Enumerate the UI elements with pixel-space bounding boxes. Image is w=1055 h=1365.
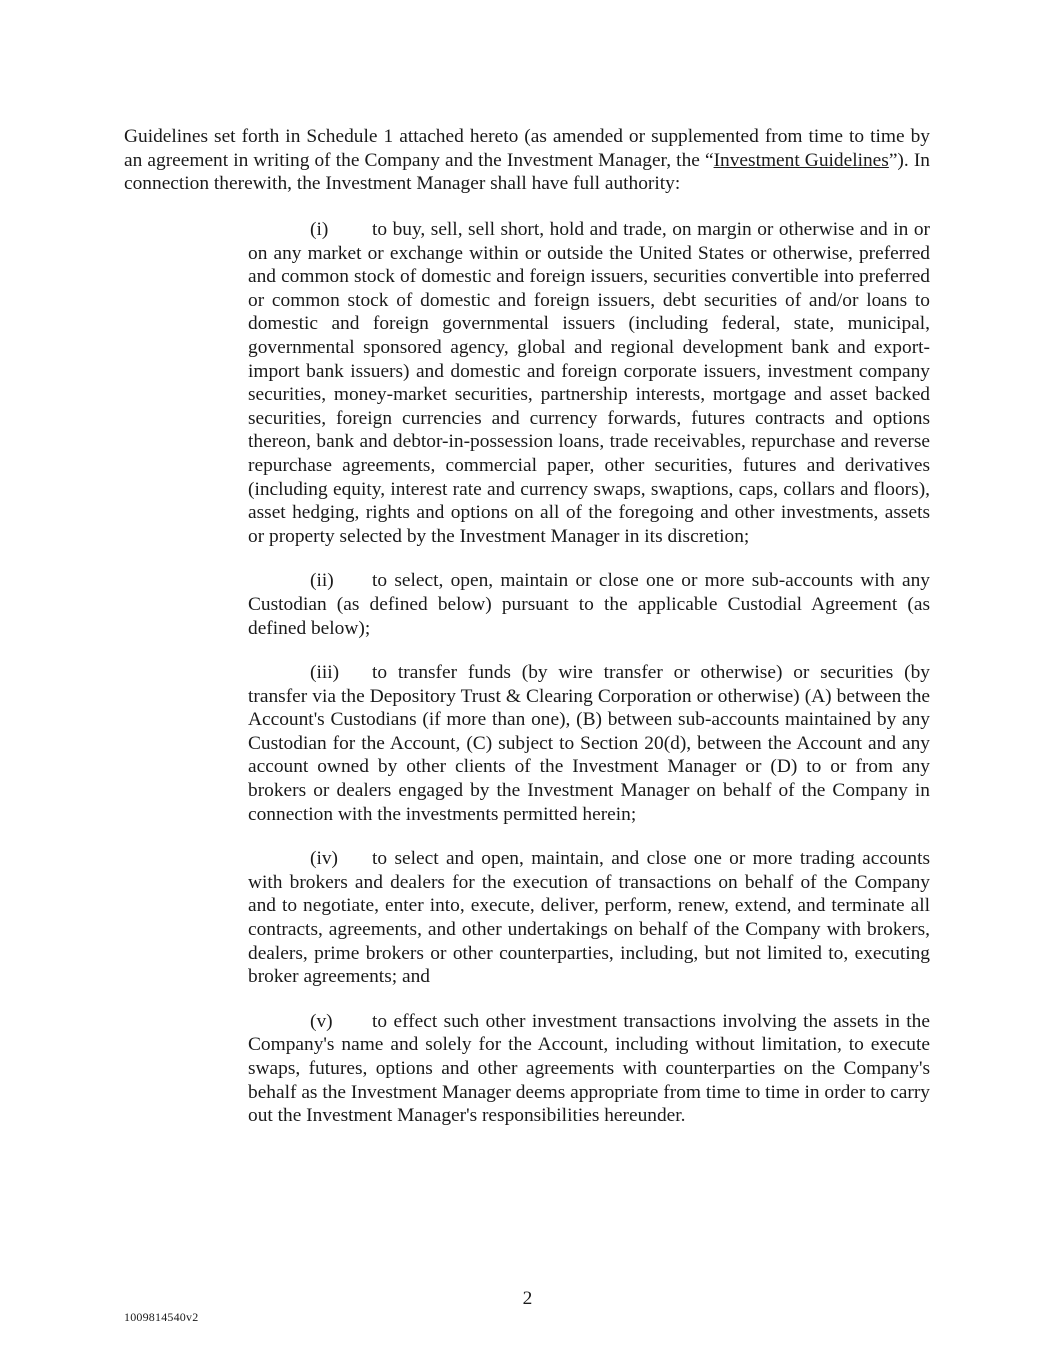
intro-text-before: Guidelines set forth in Schedule 1 attached hereto (as amended or supplemented from time to time by an agreement in writing of the Company and the Investment Manager, the “ <box>124 126 930 171</box>
clause-number: (iv) <box>310 848 338 870</box>
clause-number: (ii) <box>310 570 334 592</box>
clause-iv <box>248 847 930 989</box>
clause-i <box>248 218 930 548</box>
authority-clauses <box>248 218 930 1149</box>
clause-number: (v) <box>310 1010 333 1032</box>
clause-text: to buy, sell, sell short, hold and trade, on margin or otherwise and in or on any market or exchange within or outside the United States or otherwise, preferred and common stock of domestic and foreign issuers, securities convertible into preferred or common stock of domestic and foreign issuers, debt securities of and/or loans to domestic and foreign governmental issuers (including federal, state, municipal, governmental sponsored agency, global and regional development bank and export-import bank issuers) and domestic and foreign corporate issuers, investment company securities, money-market securities, partnership interests, mortgage and asset backed securities, foreign currencies and currency forwards, futures contracts and options thereon, bank and debtor-in-possession loans, trade receivables, repurchase and reverse repurchase agreements, commercial paper, other securities, futures and derivatives (including equity, interest rate and currency swaps, swaptions, caps, collars and floors), asset hedging, rights and options on all of the foregoing and other investments, assets or property selected by the Investment Manager in its discretion; <box>248 219 930 547</box>
clause-ii <box>248 569 930 640</box>
clause-text: to select and open, maintain, and close one or more trading accounts with brokers and dealers for the execution of transactions on behalf of the Company and to negotiate, enter into, execute, deliver, perform, renew, extend, and terminate all contracts, agreements, and other undertakings on behalf of the Company with brokers, dealers, prime brokers or other counterparties, including, but not limited to, executing broker agreements; and <box>248 848 930 988</box>
clause-text: to effect such other investment transactions involving the assets in the Company's name and solely for the Account, including without limitation, to execute swaps, futures, options and other agreements with counterparties on the Company's behalf as the Investment Manager deems appropriate from time to time in order to carry out the Investment Manager's responsibilities hereunder. <box>248 1010 930 1127</box>
clause-v <box>248 1010 930 1128</box>
page-number: 2 <box>522 1288 533 1309</box>
investment-guidelines-term: Investment Guidelines <box>713 149 889 171</box>
clause-number: (i) <box>310 219 329 240</box>
clause-number: (iii) <box>310 662 340 684</box>
intro-paragraph <box>124 125 930 196</box>
clause-iii <box>248 661 930 826</box>
clause-text: to select, open, maintain or close one or more sub-accounts with any Custodian (as defined below) pursuant to the applicable Custodial Agreement (as defined below); <box>248 570 930 639</box>
clause-text: to transfer funds (by wire transfer or otherwise) or securities (by transfer via the Depository Trust & Clearing Corporation or otherwise) (A) between the Account's Custodians (if more than one), (B) between sub-accounts maintained by any Custodian for the Account, (C) subject to Section 20(d), between the Account and any account owned by other clients of the Investment Manager or (D) to or from any brokers or dealers engaged by the Investment Manager on behalf of the Company in connection with the investments permitted herein; <box>248 662 930 825</box>
document-id: 1009814540v2 <box>124 1310 199 1324</box>
intro-text-after: ”). In connection therewith, the Investment Manager shall have full authority: <box>124 149 930 195</box>
